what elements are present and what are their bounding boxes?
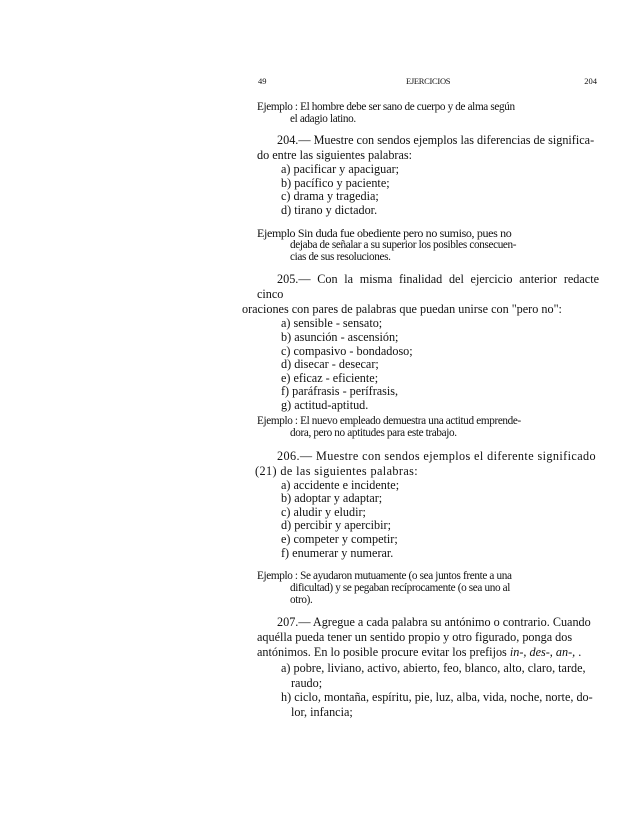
example-2 — [257, 227, 599, 263]
list-item: h) ciclo, montaña, espíritu, pie, luz, alba, vida, noche, norte, do- — [281, 690, 593, 705]
exercise-204-line: do entre las siguientes palabras: — [257, 148, 413, 162]
list-206 — [257, 479, 599, 561]
list-item: b) pacífico y paciente; — [281, 175, 390, 190]
exercise-206-line: (21) de las siguientes palabras: — [255, 463, 419, 478]
list-item: c) drama y tragedia; — [281, 189, 379, 204]
list-item: g) actitud-aptitud. — [281, 397, 369, 412]
exercise-204-line: 204.— Muestre con sendos ejemplos las diferencias de significa- — [277, 133, 595, 147]
list-item: a) pacificar y apaciguar; — [281, 162, 400, 176]
header-title: EJERCICIOS — [406, 76, 451, 86]
exercise-207-text: . — [575, 645, 582, 660]
example-1-line: Ejemplo : El hombre debe ser sano de cuerpo y de alma según — [257, 101, 515, 113]
prefix-an: an-, — [555, 645, 576, 660]
list-item: b) adoptar y adaptar; — [281, 491, 383, 506]
example-2-line: cias de sus resoluciones. — [290, 251, 391, 264]
example-3-line: Ejemplo : El nuevo empleado demuestra una actitud emprende- — [257, 414, 521, 427]
list-item: b) asunción - ascensión; — [281, 329, 399, 344]
list-item: c) aludir y eludir; — [281, 504, 366, 519]
list-item-continuation: lor, infancia; — [291, 704, 353, 719]
exercise-207-line — [257, 645, 599, 660]
example-1-line: el adagio latino. — [290, 113, 356, 125]
example-2-line: dejaba de señalar a su superior los posibles consecuen- — [290, 239, 517, 252]
list-205 — [257, 317, 599, 412]
list-item: a) pobre, liviano, activo, abierto, feo, blanco, alto, claro, tarde, — [281, 661, 586, 676]
exercise-207-line: 207.— Agregue a cada palabra su antónimo o contrario. Cuando — [277, 615, 591, 630]
exercise-205 — [242, 272, 599, 317]
list-item: a) accidente e incidente; — [281, 477, 400, 492]
list-item: d) tirano y dictador. — [281, 202, 378, 217]
list-item-continuation: raudo; — [291, 675, 323, 690]
example-3 — [257, 415, 599, 439]
list-item: d) disecar - desecar; — [281, 357, 379, 372]
list-item: f) enumerar y numerar. — [281, 545, 394, 560]
exercise-207 — [257, 615, 599, 660]
prefix-des: des-, — [529, 645, 553, 660]
exercise-205-line: 205.— Con la misma finalidad del ejercicio anterior redacte cinco — [257, 272, 599, 302]
list-item: a) sensible - sensato; — [281, 316, 383, 331]
exercise-207-line: aquélla pueda tener un sentido propio y otro figurado, ponga dos — [257, 630, 573, 645]
exercise-204 — [257, 133, 599, 163]
example-2-line: Ejemplo Sin duda fue obediente pero no sumiso, pues no — [257, 226, 512, 241]
example-4-line: Ejemplo : Se ayudaron mutuamente (o sea juntos frente a una — [257, 570, 512, 583]
example-1 — [257, 101, 599, 125]
example-4-line: dificultad) y se pegaban recíprocamente (o sea uno al — [290, 582, 511, 595]
list-207 — [257, 661, 599, 719]
list-item: c) compasivo - bondadoso; — [281, 343, 413, 358]
list-item: f) paráfrasis - perífrasis, — [281, 384, 399, 399]
header-right-number: 204 — [584, 76, 597, 86]
header-left-number: 49 — [258, 76, 267, 86]
example-4 — [257, 570, 599, 606]
exercise-206 — [257, 449, 599, 479]
example-3-line: dora, pero no aptitudes para este trabajo. — [290, 426, 457, 439]
exercise-206-line: 206.— Muestre con sendos ejemplos el diferente significado — [277, 448, 597, 463]
list-item: e) eficaz - eficiente; — [281, 370, 379, 385]
exercise-207-text: antónimos. En lo posible procure evitar los prefijos — [257, 645, 510, 660]
example-4-line: otro). — [290, 594, 313, 607]
book-page — [242, 76, 599, 719]
prefix-in: in-, — [509, 645, 527, 660]
exercise-205-line: oraciones con pares de palabras que puedan unirse con "pero no": — [242, 302, 562, 317]
list-item: d) percibir y apercibir; — [281, 518, 391, 533]
list-item: e) competer y competir; — [281, 531, 398, 546]
running-header — [257, 76, 599, 90]
list-204 — [257, 163, 599, 217]
